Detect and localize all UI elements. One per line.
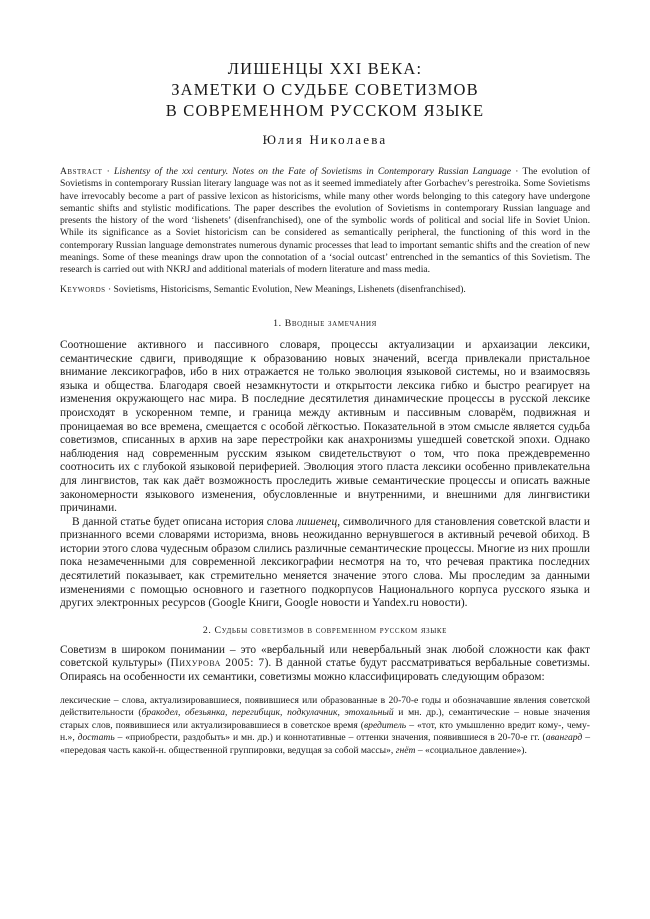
section-2-heading: 2. Судьбы советизмов в современном русском языке (202, 624, 448, 636)
paragraph-text: ). В данной статье будут рассматриваться вербальные советизмы. Опираясь на особенности их семантики, советизмы можно классифицировать следующим образом: (60, 657, 590, 684)
author-name: Юлия Николаева (262, 132, 388, 147)
list-example-term: авангард (545, 732, 583, 744)
abstract-separator: · (102, 166, 115, 177)
article-title (60, 58, 590, 148)
list-text: и мн. др.), семантические – новые значения старых слов, появившиеся или актуализировавшиеся в советское время ( (60, 707, 591, 731)
list-text: – «тот, кто умышленно вредит кому-, чему-н.», (60, 719, 590, 744)
paragraph-text: , символичного для становления советской власти и признанного всеми словарями историзма, вновь неожиданно вернувшегося в активный речевой обиход. В истории этого слова чудесным образом слились различные семантические процессы. Многие из них прошли пока незамеченными для современной лексикографии несмотря на то, что речевая практика последних десятилетий показывает, как стремительно меняется значение этого слова. Мы проследим за данными изменениями с помощью основного и газетного подкорпусов Национального корпуса русского языка и других электронных ресурсов (Google Книги, Google новости и Yandex.ru новости). (60, 515, 590, 610)
section-2-body (60, 644, 590, 685)
list-text: – «социальное давление»). (415, 745, 527, 756)
article-page (60, 0, 590, 758)
list-example-term: вредитель (364, 719, 407, 731)
section-1-paragraph-2 (60, 516, 590, 611)
list-example-term: гнёт (395, 745, 416, 756)
abstract-english-title: Lishentsy of the xxi century. Notes on the Fate of Sovietisms in Contemporary Russian Language (114, 166, 512, 177)
section-2-paragraph-1 (60, 644, 590, 685)
section-1-paragraph-1: Соотношение активного и пассивного словаря, процессы актуализации и архаизации лексики, семантические сдвиги, приводящие к образованию новых значений, всегда привлекали пристальное внимание лексикографов, ибо в них отражается не только эволюция языковой системы, но и взаимосвязь языка и общества. Благодаря своей незамкнутости и открытости лексика гибко и быстро реагирует на изменения окружающего нас мира. В последние десятилетия динамические процессы в русской лексике происходят в ускоренном темпе, и граница между активным и пассивным словарём, подвижная и проницаемая во все времена, смещается с особой лёгкостью. Показательной в этом смысле является судьба советизмов, списанных в архив на заре перестройки как анахронизмы ушедшей советской эпохи. Однако наблюдения над современным русским языком свидетельствуют о том, что пока преждевременно соотносить их с глубокой языковой периферией. Эволюция этого пласта лексики особенно привлекательна для лингвистов, так как даёт возможность проследить живые семантические процессы и описать важные закономерности языкового изменения, обусловленные и внутренними, и внешними для лингвистики причинами. (60, 338, 590, 515)
citation: Пихурова 2005: 7 (170, 657, 265, 670)
list-text: – «приобрести, раздобыть» и мн. др.) и коннотативные – оттенки значения, появившиеся в 20-70-е гг. ( (114, 732, 546, 744)
title-line-2: ЗАМЕТКИ О СУДЬБЕ СОВЕТИЗМОВ (171, 80, 479, 99)
list-text: лексические – слова, актуализировавшиеся, появившиеся или образованные в 20-70-е годы и обозначавшие явления советской действительности ( (60, 694, 590, 719)
list-example-terms: бракодел, обезьянка, перегибщик, подкулачник, этохальный (141, 707, 394, 719)
abstract-text: · The evolution of Sovietisms in contemporary Russian literary language was not as it seemed immediately after Gorbachev’s perestroika. Some Sovietisms have irrevocably become a part of passive lexicon as historicisms, while many other words belonging to this category have undergone semantic shifts and stylistic modifications. The paper describes the evolution of Sovietisms in contemporary Russian language and presents the history of the word ‘lishenets’ (disenfranchised), one of the symbolic words of political and social life in Soviet Union. While its significance as a Soviet historicism can be considered as semantically peripheral, the functioning of this word in the contemporary Russian language demonstrates numerous dynamic processes that lead to important semantic shifts and the creation of new meanings. Some of these meanings draw upon the connotation of a ‘social outcast’ entrenched in the semantics of this Sovietism. The research is carried out with NKRJ and additional materials of modern literature and mass media. (60, 166, 591, 276)
classification-list (60, 695, 590, 758)
keywords-text: · Sovietisms, Historicisms, Semantic Evolution, New Meanings, Lishenets (disenfranchised). (105, 283, 466, 295)
keywords-label: Keywords (60, 283, 106, 295)
title-line-1: ЛИШЕНЦЫ XXI ВЕКА: (227, 59, 423, 78)
list-text: – «передовая часть какой-н. общественной группировки, ведущая за собой массы», (60, 732, 590, 756)
title-line-3: В СОВРЕМЕННОМ РУССКОМ ЯЗЫКЕ (165, 101, 485, 120)
list-example-term: достать (77, 732, 115, 744)
section-1-heading: 1. Вводные замечания (273, 317, 377, 329)
keywords (60, 284, 590, 296)
abstract-label: Abstract (60, 166, 103, 177)
paragraph-text: В данной статье будет описана история слова (72, 515, 297, 528)
abstract (60, 166, 590, 277)
paragraph-text: Советизм в широком понимании – это «вербальный или невербальный знак любой сложности как факт советской культуры» ( (60, 643, 590, 670)
section-1-body (60, 339, 590, 611)
term-lishenets: лишенец (296, 515, 338, 528)
